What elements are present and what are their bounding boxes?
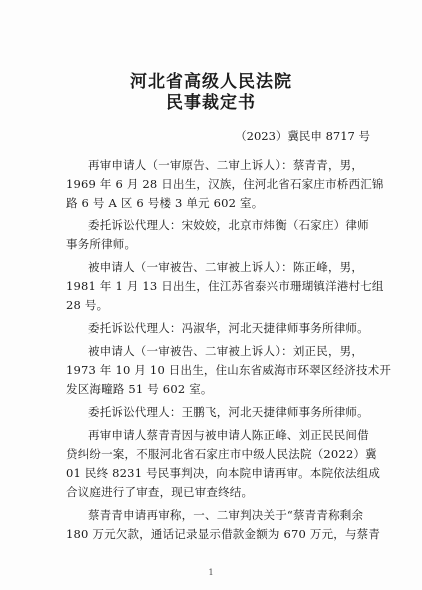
body-line: 委托诉讼代理人：王鹏飞，河北天捷律师事务所律师。	[88, 405, 369, 419]
body-line: 180 万元欠款，通话记录显示借款金额为 670 万元，与蔡青	[66, 527, 381, 541]
page-number: 1	[208, 568, 214, 577]
body-line: 事务所律师。	[66, 237, 137, 251]
body-line: 贷纠纷一案，不服河北省石家庄市中级人民法院（2022）冀	[66, 447, 377, 461]
case-number: （2023）冀民申 8717 号	[235, 129, 370, 143]
body-line: 再审申请人蔡青青因与被申请人陈正峰、刘正民民间借	[88, 428, 369, 442]
body-line: 再审申请人（一审原告、二审上诉人）：蔡青青，男，	[88, 158, 364, 172]
body-line: 1969 年 6 月 28 日出生，汉族，住河北省石家庄市桥西汇锦	[66, 177, 384, 191]
body-line: 01 民终 8231 号民事判决，向本院申请再审。本院依法组成	[66, 466, 381, 480]
body-line: 1981 年 1 月 13 日出生，住江苏省泰兴市珊瑚镇洋港村七组	[66, 279, 384, 293]
body-line: 委托诉讼代理人：宋姣姣，北京市炜衡（石家庄）律师	[88, 218, 369, 232]
body-line: 委托诉讼代理人：冯淑华，河北天捷律师事务所律师。	[88, 321, 369, 335]
court-name: 河北省高级人民法院	[130, 72, 292, 92]
body-line: 合议庭进行了审查，现已审查终结。	[66, 485, 254, 499]
body-line: 被申请人（一审被告、二审被上诉人）：陈正峰，男，	[88, 260, 364, 274]
body-line: 蔡青青申请再审称，一、二审判决关于“蔡青青称剩余	[88, 508, 364, 522]
body-line: 发区海疃路 51 号 602 室。	[66, 382, 213, 396]
body-line: 1973 年 10 月 10 日出生，住山东省威海市环翠区经济技术开	[66, 363, 392, 377]
body-line: 被申请人（一审被告、二审被上诉人）：刘正民，男，	[88, 344, 364, 358]
body-line: 28 号。	[66, 298, 109, 312]
document-type: 民事裁定书	[166, 93, 256, 113]
body-line: 路 6 号 A 区 6 号楼 3 单元 602 室。	[66, 196, 264, 210]
